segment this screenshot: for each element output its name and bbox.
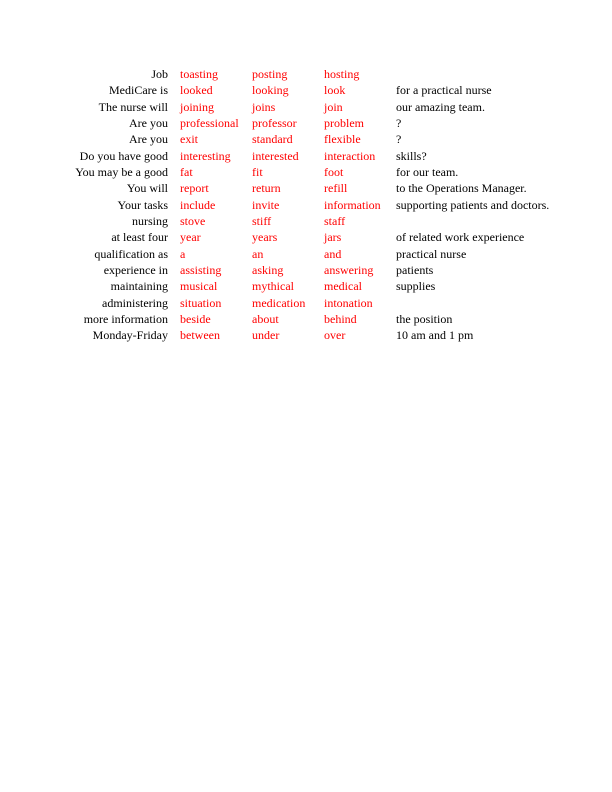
- worksheet-row: [0, 148, 612, 164]
- row-context-left: administering: [102, 295, 168, 310]
- option-word-2[interactable]: asking: [252, 262, 284, 277]
- row-context-right: for a practical nurse: [396, 83, 492, 98]
- worksheet-row: [0, 295, 612, 311]
- option-word-2[interactable]: interested: [252, 148, 299, 163]
- row-context-left: Do you have good: [79, 148, 168, 163]
- option-word-1[interactable]: joining: [180, 99, 215, 114]
- option-word-1[interactable]: assisting: [180, 262, 222, 277]
- option-word-1[interactable]: professional: [180, 115, 239, 130]
- worksheet-row: [0, 115, 612, 131]
- worksheet-row: [0, 327, 612, 343]
- worksheet-row: [0, 82, 612, 98]
- option-word-1[interactable]: exit: [180, 132, 198, 147]
- option-word-2[interactable]: looking: [252, 83, 289, 98]
- worksheet: [0, 66, 612, 344]
- worksheet-row: [0, 311, 612, 327]
- row-context-right: [396, 295, 612, 311]
- option-word-2[interactable]: under: [252, 328, 280, 343]
- option-word-2[interactable]: about: [252, 311, 279, 326]
- worksheet-row: [0, 213, 612, 229]
- option-word-2[interactable]: posting: [252, 67, 288, 81]
- option-word-1[interactable]: fat: [180, 164, 193, 179]
- row-context-right: supporting patients and doctors.: [396, 197, 550, 212]
- option-word-3[interactable]: hosting: [324, 67, 360, 81]
- row-context-right: for our team.: [396, 164, 459, 179]
- option-word-1[interactable]: beside: [180, 311, 211, 326]
- option-word-1[interactable]: toasting: [180, 67, 218, 81]
- option-word-1[interactable]: situation: [180, 295, 222, 310]
- worksheet-row: [0, 262, 612, 278]
- row-context-right: skills?: [396, 148, 427, 163]
- option-word-3[interactable]: medical: [324, 279, 362, 294]
- worksheet-row: [0, 164, 612, 180]
- option-word-2[interactable]: years: [252, 230, 278, 245]
- row-context-left: Job: [151, 67, 168, 81]
- worksheet-row: [0, 229, 612, 245]
- row-context-left: MediCare is: [109, 83, 168, 98]
- option-word-2[interactable]: return: [252, 181, 281, 196]
- worksheet-row: [0, 66, 612, 82]
- option-word-3[interactable]: intonation: [324, 295, 373, 310]
- option-word-3[interactable]: behind: [324, 311, 357, 326]
- option-word-2[interactable]: stiff: [252, 213, 272, 228]
- row-context-right: ?: [396, 115, 402, 130]
- row-context-right: of related work experience: [396, 230, 525, 245]
- option-word-3[interactable]: information: [324, 197, 381, 212]
- row-context-left: You will: [126, 181, 168, 196]
- option-word-2[interactable]: medication: [252, 295, 306, 310]
- row-context-right: [396, 66, 612, 82]
- option-word-3[interactable]: interaction: [324, 148, 376, 163]
- option-word-2[interactable]: standard: [252, 132, 293, 147]
- option-word-3[interactable]: join: [324, 99, 343, 114]
- row-context-right: to the Operations Manager.: [396, 181, 527, 196]
- option-word-2[interactable]: mythical: [252, 279, 294, 294]
- option-word-1[interactable]: stove: [180, 213, 206, 228]
- worksheet-row: [0, 197, 612, 213]
- worksheet-row: [0, 278, 612, 294]
- row-context-left: The nurse will: [98, 99, 168, 114]
- row-context-right: [396, 213, 612, 229]
- row-context-left: Are you: [129, 132, 168, 147]
- option-word-2[interactable]: invite: [252, 197, 280, 212]
- option-word-1[interactable]: year: [180, 230, 201, 245]
- option-word-3[interactable]: refill: [324, 181, 348, 196]
- option-word-1[interactable]: report: [180, 181, 209, 196]
- option-word-3[interactable]: and: [324, 246, 342, 261]
- row-context-left: at least four: [111, 230, 168, 245]
- row-context-right: our amazing team.: [396, 99, 485, 114]
- row-context-right: practical nurse: [396, 246, 467, 261]
- option-word-1[interactable]: a: [180, 246, 186, 261]
- option-word-3[interactable]: flexible: [324, 132, 361, 147]
- row-context-left: Are you: [129, 115, 168, 130]
- option-word-2[interactable]: an: [252, 246, 264, 261]
- option-word-3[interactable]: look: [324, 83, 346, 98]
- option-word-3[interactable]: staff: [324, 213, 346, 228]
- row-context-left: Your tasks: [117, 197, 168, 212]
- row-context-right: supplies: [396, 279, 436, 294]
- row-context-left: maintaining: [110, 279, 168, 294]
- option-word-3[interactable]: jars: [324, 230, 342, 245]
- worksheet-row: [0, 131, 612, 147]
- row-context-right: the position: [396, 311, 453, 326]
- option-word-1[interactable]: interesting: [180, 148, 231, 163]
- option-word-3[interactable]: over: [324, 328, 346, 343]
- option-word-1[interactable]: looked: [180, 83, 213, 98]
- option-word-1[interactable]: musical: [180, 279, 218, 294]
- worksheet-row: [0, 99, 612, 115]
- option-word-1[interactable]: include: [180, 197, 216, 212]
- option-word-2[interactable]: professor: [252, 115, 297, 130]
- row-context-left: experience in: [103, 262, 168, 277]
- row-context-left: qualification as: [94, 246, 168, 261]
- row-context-right: ?: [396, 132, 402, 147]
- row-context-right: patients: [396, 262, 434, 277]
- option-word-3[interactable]: foot: [324, 164, 344, 179]
- option-word-3[interactable]: problem: [324, 115, 364, 130]
- row-context-left: nursing: [132, 213, 168, 228]
- row-context-right: 10 am and 1 pm: [396, 328, 474, 343]
- row-context-left: more information: [83, 311, 168, 326]
- worksheet-row: [0, 246, 612, 262]
- row-context-left: You may be a good: [75, 164, 168, 179]
- option-word-3[interactable]: answering: [324, 262, 374, 277]
- worksheet-row: [0, 180, 612, 196]
- option-word-2[interactable]: joins: [252, 99, 276, 114]
- row-context-left: Monday-Friday: [92, 328, 168, 343]
- option-word-2[interactable]: fit: [252, 164, 263, 179]
- option-word-1[interactable]: between: [180, 328, 220, 343]
